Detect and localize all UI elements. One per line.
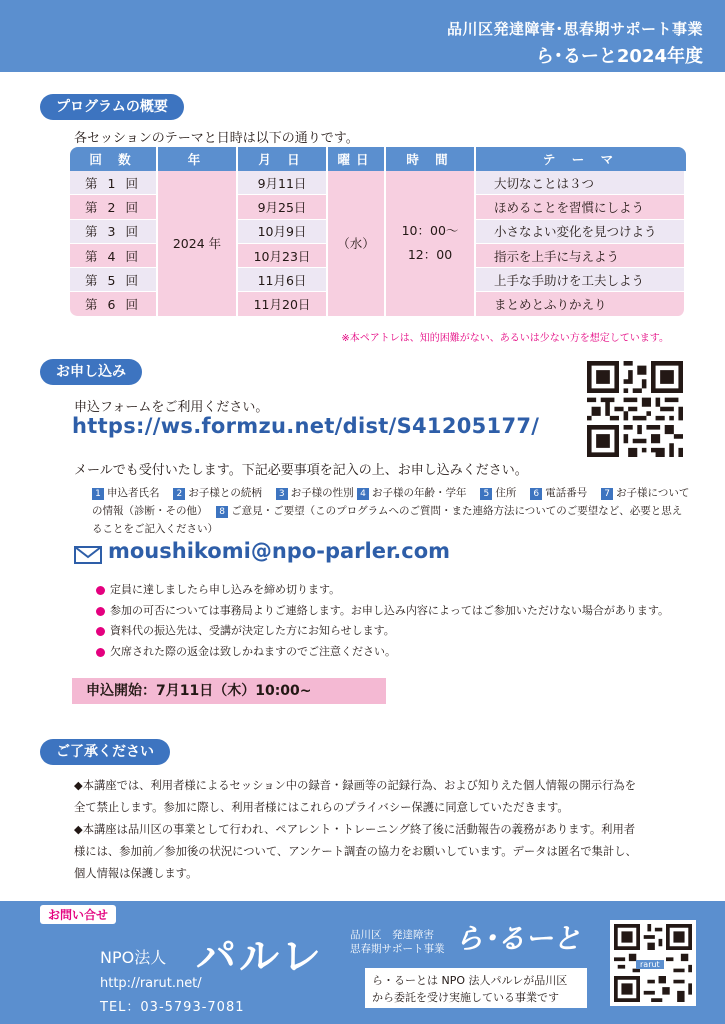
qr-code-icon[interactable] — [587, 361, 683, 457]
header-title: ら･るーと2024年度 — [535, 46, 703, 67]
org-logo-text: パルレ — [196, 934, 324, 980]
session-date: 10月23日 — [238, 244, 328, 268]
header-cell: 年 — [158, 147, 238, 171]
list-item: 参加の可否については事務局よりご連絡します。お申し込み内容によってはご参加いただけない場合があります。 — [96, 601, 669, 622]
project-name-line1: 品川区 発達障害 — [350, 929, 434, 941]
project-name-line2: 思春期サポート事業 — [350, 943, 445, 955]
mail-icon — [74, 546, 102, 564]
table-row — [70, 171, 686, 195]
session-number: 第 6 回 — [70, 292, 158, 316]
notice-line: 個人情報は保護します。 — [74, 867, 198, 880]
required-item: 8 ご意見・ご要望（このプログラムへのご質問・また連絡方法についてのご要望など、必要と思えることをご記入ください） — [92, 505, 683, 535]
list-item: 欠席された際の返金は致しかねますのでご注意ください。 — [96, 642, 669, 663]
header-cell: 回 数 — [70, 147, 158, 171]
notice-line: ◆本講座では、利用者様によるセッション中の録音・録画等の記録行為、および知りえた個人情報の開示行為を — [74, 779, 637, 792]
apply-notes — [96, 580, 669, 662]
footer-url-link[interactable]: http://rarut.net/ — [100, 976, 202, 991]
time-cell — [386, 171, 476, 317]
brand-logo-text: ら･るーと — [455, 922, 582, 955]
application-start-banner: 申込開始：7月11日（木）10:00~ — [72, 678, 386, 704]
mail-instruction: メールでも受付いたします。下記必要事項を記入の上、お申し込みください。 — [74, 463, 528, 478]
email-link[interactable]: moushikomi@npo-parler.com — [108, 539, 451, 563]
session-number: 第 2 回 — [70, 195, 158, 219]
apply-section-label: お申し込み — [40, 359, 142, 385]
session-date: 9月11日 — [238, 171, 328, 195]
notice-line: 全て禁止します。参加に際し、利用者様にはこれらのプライバシー保護に同意していただきます。 — [74, 801, 569, 814]
contact-tag: お問い合せ — [40, 905, 116, 924]
session-theme: まとめとふりかえり — [476, 292, 686, 316]
time-start: 10：00～ — [401, 223, 459, 239]
header-cell: 時 間 — [386, 147, 476, 171]
session-date: 9月25日 — [238, 195, 328, 219]
session-number: 第 3 回 — [70, 220, 158, 244]
header-cell: 月 日 — [238, 147, 328, 171]
schedule-table — [70, 147, 686, 317]
footer-phone: TEL：03-5793-7081 — [100, 1000, 245, 1015]
session-theme: ほめることを習慣にしよう — [476, 195, 686, 219]
required-item: 3 お子様の性別 — [276, 487, 354, 499]
project-description — [365, 968, 587, 1008]
session-date: 11月20日 — [238, 292, 328, 316]
description-line: ら・るーとは NPO 法人パルレが品川区 — [372, 974, 568, 987]
required-item: 2 お子様との続柄 — [173, 487, 272, 499]
required-items — [92, 484, 692, 538]
required-item: 6 電話番号 — [530, 487, 598, 499]
notice-section-label: ご了承ください — [40, 739, 170, 765]
program-intro: 各セッションのテーマと日時は以下の通りです。 — [74, 131, 359, 146]
org-prefix: NPO法人 — [100, 948, 167, 967]
session-date: 11月6日 — [238, 268, 328, 292]
notice-body — [74, 775, 690, 885]
session-date: 10月9日 — [238, 220, 328, 244]
header-cell: テ ー マ — [476, 147, 686, 171]
session-number: 第 1 回 — [70, 171, 158, 195]
form-url-link[interactable]: https://ws.formzu.net/dist/S41205177/ — [72, 414, 540, 438]
session-number: 第 5 回 — [70, 268, 158, 292]
qr-label: rarut — [636, 960, 664, 969]
weekday-cell: （水） — [328, 171, 386, 317]
header-subtitle: 品川区発達障害･思春期サポート事業 — [446, 20, 703, 38]
session-theme: 上手な手助けを工夫しよう — [476, 268, 686, 292]
footer — [0, 901, 725, 1024]
session-number: 第 4 回 — [70, 244, 158, 268]
header-cell: 曜日 — [328, 147, 386, 171]
session-theme: 指示を上手に与えよう — [476, 244, 686, 268]
session-theme: 大切なことは３つ — [476, 171, 686, 195]
year-cell: 2024 年 — [158, 171, 238, 317]
required-item: 4 お子様の年齢・学年 — [357, 487, 477, 499]
list-item: 定員に達しましたら申し込みを締め切ります。 — [96, 580, 669, 601]
notice-line: 様には、参加前／参加後の状況について、アンケート調査の協力をお願いしています。データは匿名で集計し、 — [74, 845, 637, 858]
required-item: 7 お子様についての情報（診断・その他） — [92, 487, 690, 517]
required-item: 1 申込者氏名 — [92, 487, 170, 499]
target-note: ※本ペアトレは、知的困難がない、あるいは少ない方を想定しています。 — [341, 333, 669, 344]
list-item: 資料代の振込先は、受講が決定した方にお知らせします。 — [96, 621, 669, 642]
session-theme: 小さなよい変化を見つけよう — [476, 220, 686, 244]
header-banner — [0, 0, 725, 72]
form-instruction: 申込フォームをご利用ください。 — [74, 400, 269, 415]
program-section-label: プログラムの概要 — [40, 94, 184, 120]
description-line: から委託を受け実施している事業です — [372, 991, 559, 1004]
notice-line: ◆本講座は品川区の事業として行われ、ペアレント・トレーニング終了後に活動報告の義務があります。利用者 — [74, 823, 636, 836]
time-end: 12：00 — [407, 247, 453, 263]
required-item: 5 住所 — [480, 487, 527, 499]
